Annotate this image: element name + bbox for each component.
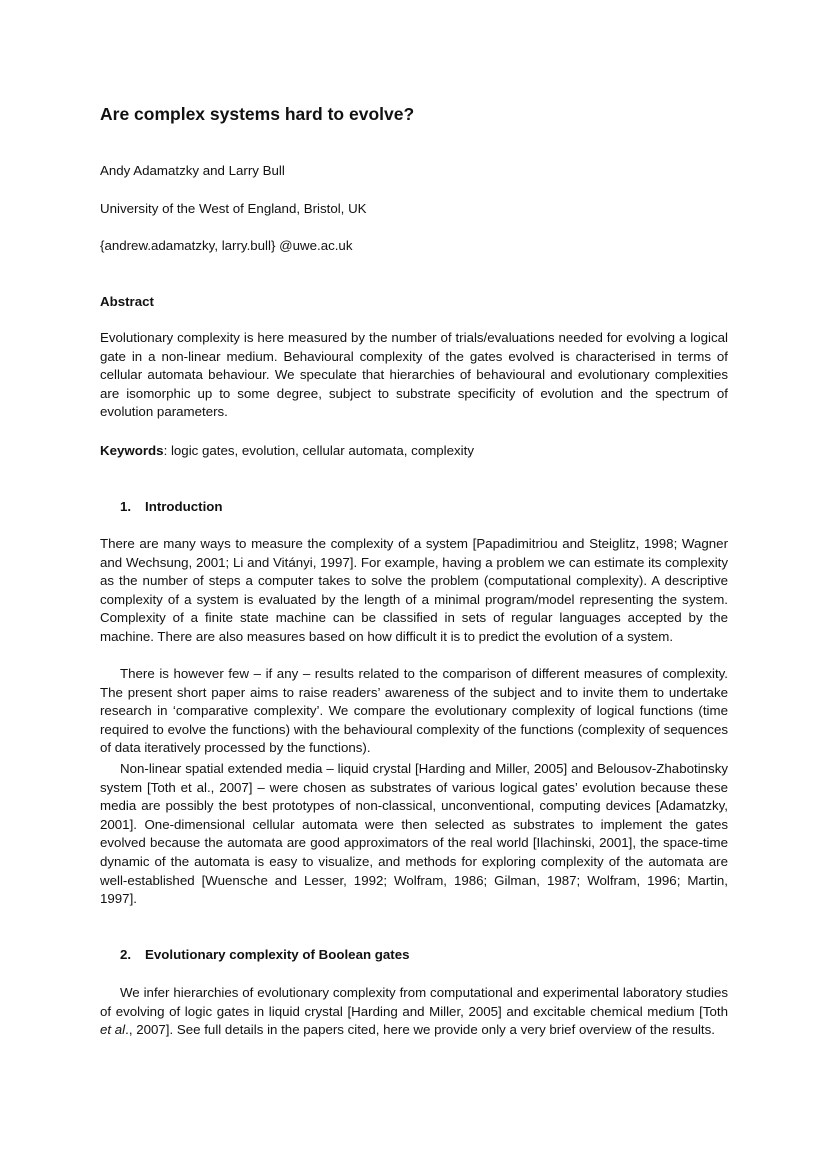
section-2-text-b: ., 2007]. See full details in the papers cited, here we provide only a very brief overview of the results. <box>125 1022 715 1038</box>
keywords-label: Keywords <box>100 443 164 458</box>
section-1-paragraph-1: There are many ways to measure the complexity of a system [Papadimitriou and Steiglitz, 1998; Wagner and Wechsung, 2001; Li and Vitányi, 1997]. For example, having a problem we can estimate its complexity as the number of steps a computer takes to solve the problem (computational complexity). A descriptive complexity of a system is evaluated by the length of a minimal program/model representing the system. Complexity of a finite state machine can be classified in sets of regular languages accepted by the machine. There are also measures based on how difficult it is to predict the evolution of a system. <box>100 536 728 644</box>
section-2-text-a: We infer hierarchies of evolutionary complexity from computational and experimental laboratory studies of evolving of logic gates in liquid crystal [Harding and Miller, 2005] and excitable chemical medium [Toth <box>100 985 728 1019</box>
keywords <box>100 442 728 461</box>
affiliation: University of the West of England, Bristol, UK <box>100 201 367 216</box>
abstract-text: Evolutionary complexity is here measured by the number of trials/evaluations needed for evolving a logical gate in a non-linear medium. Behavioural complexity of the gates evolved is characterised in terms of cellular automata behaviour. We speculate that hierarchies of behavioural and evolutionary complexities are isomorphic up to some degree, subject to substrate specificity of evolution and the spectrum of evolution parameters. <box>100 330 728 420</box>
section-2-title: Evolutionary complexity of Boolean gates <box>145 947 410 962</box>
section-1-number: 1. <box>120 499 132 514</box>
section-2-heading <box>120 946 410 965</box>
email: {andrew.adamatzky, larry.bull} @uwe.ac.uk <box>100 238 353 253</box>
section-1-paragraph-2: There is however few – if any – results related to the comparison of different measures of complexity. The present short paper aims to raise readers’ awareness of the subject and to invite them to undertake research in ‘comparative complexity’. We compare the evolutionary complexity of logical functions (time required to evolve the functions) with the behavioural complexity of the functions (complexity of sequences of data iteratively processed by the functions). <box>100 666 728 756</box>
section-2-paragraph-1 <box>100 984 728 1040</box>
section-1-title: Introduction <box>145 499 223 514</box>
section-1-paragraph-3: Non-linear spatial extended media – liquid crystal [Harding and Miller, 2005] and Belousov-Zhabotinsky system [Toth et al., 2007] – were chosen as substrates of various logical gates’ evolution because these media are possibly the best prototypes of non-classical, unconventional, computing devices [Adamatzky, 2001]. One-dimensional cellular automata were then selected as substrates to implement the gates evolved because the automata are good approximators of the real world [Ilachinski, 2001], the space-time dynamic of the automata is easy to visualize, and methods for exploring complexity of the automata are well-established [Wuensche and Lesser, 1992; Wolfram, 1986; Gilman, 1987; Wolfram, 1996; Martin, 1997]. <box>100 761 728 907</box>
section-2-number: 2. <box>120 947 132 962</box>
section-1-heading <box>120 498 223 517</box>
section-2-et-al: et al <box>100 1022 126 1038</box>
paper-title: Are complex systems hard to evolve? <box>100 104 415 124</box>
abstract-heading: Abstract <box>100 294 154 309</box>
authors: Andy Adamatzky and Larry Bull <box>100 163 285 178</box>
keywords-text: : logic gates, evolution, cellular automata, complexity <box>163 443 474 458</box>
